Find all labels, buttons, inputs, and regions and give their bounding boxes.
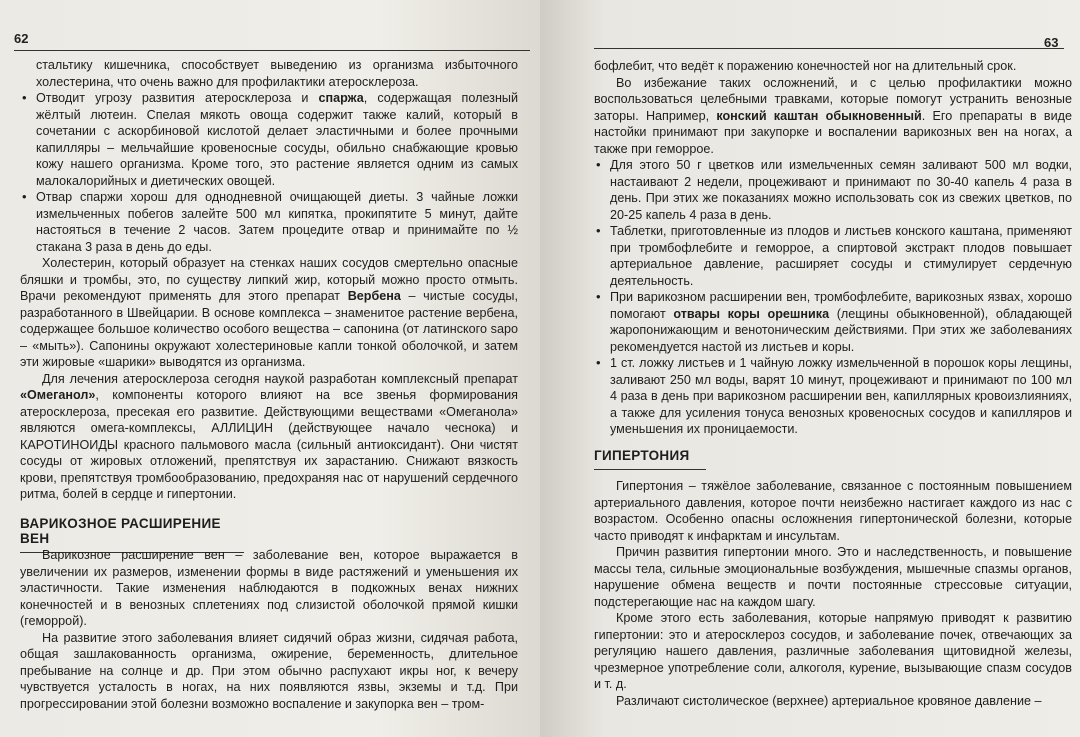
paragraph-hypertension-definition: Гипертония – тяжёлое заболевание, связанное с постоянным повышением артериального давления, которое почти неизбежно настигает каждого из нас с возрастом. Особенно опасны осложнения гипертонической болезни, которые часто приводят к инфарктам и инсультам. — [594, 479, 1072, 543]
continuation-paragraph: бофлебит, что ведёт к поражению конечностей ног на длительный срок. — [594, 59, 1017, 73]
page-number: 62 — [14, 31, 29, 46]
continuation-paragraph: стальтику кишечника, способствует выведению из организма избыточного холестерина, что очень важно для профилактики атеросклероза. — [36, 58, 518, 89]
left-lower-text — [20, 547, 518, 712]
paragraph-horse-chestnut: Во избежание таких осложнений, и с целью профилактики можно воспользоваться целебными травками, которые помогут устранить венозные заторы. Например, конский каштан обыкновенный. Его препараты в виде настойки принимают при закупорке и воспалении варикозных вен на ногах, а также при геморрое. — [594, 75, 1072, 156]
bullet-asparagus-decoction: • Отвар спаржи хорош для однодневной очищающей диеты. 3 чайные ложки измельченных побегов залейте 500 мл кипятка, прокипятите 5 минут, дайте настояться в течение 2 часов. Затем процедите отвар и принимайте по ½ стакана 3 раза в день до еды. — [20, 189, 518, 255]
term-hazel-bark: отвары коры орешника — [673, 306, 830, 321]
header-rule — [14, 50, 530, 51]
left-upper-text — [20, 57, 518, 503]
term-asparagus: спаржа — [318, 91, 364, 105]
paragraph-systolic: Различают систолическое (верхнее) артериальное кровяное давление – — [616, 693, 1042, 708]
paragraph-varicose-definition: Варикозное расширение вен – заболевание вен, которое выражается в увеличении их размеров, изменении формы в виде растяжений и уменьшения их эластичности. Такие изменения наблюдаются в подкожных венах нижних конечностей и в венозных сплетениях под слизистой оболочкой прямой кишки (геморрой). — [20, 548, 518, 628]
bullet-asparagus: • Отводит угрозу развития атеросклероза и спаржа, содержащая полезный жёлтый лютеин. Спелая мякоть овоща содержит также калий, который в сочетании с аскорбиновой кислотой делает эластичными и более прочными капилляры – мельчайшие кровеносные сосуды, обильно снабжающие кровью кожу нашего организма. Кроме того, это растение является одним из самых малокалорийных и диетических овощей. — [20, 90, 518, 189]
heading-text: ГИПЕРТОНИЯ — [594, 448, 690, 463]
paragraph-cholesterol: Холестерин, который образует на стенках наших сосудов смертельно опасные бляшки и тромбы, это, по существу липкий жир, который можно просто отмыть. Врачи рекомендуют применять для этого препарат Вербена – чистые сосуды, разработанного в Швейцарии. В основе комплекса – знаменитое растение вербена, содержащее большое количество особого вещества – сапонина (от латинского sapo – «мыть»). Сапонины окружают холестериновые капли тонкой оболочкой, и затем эти жировые «шарики» выводятся из организма. — [20, 256, 518, 369]
bullet-tincture: • Для этого 50 г цветков или измельченных семян заливают 500 мл водки, настаивают 2 недели, процеживают и принимают по 30-40 капель 4 раза в день. При этих же показаниях можно использовать сок из свежих цветков, по 20-25 капель 4 раза в день. — [594, 157, 1072, 223]
term-horse-chestnut: конский каштан обыкновенный — [716, 108, 922, 123]
paragraph-related-diseases: Кроме этого есть заболевания, которые напрямую приводят к развитию гипертонии: это и атеросклероз сосудов, и заболевание почек, отвечающих за регуляцию нашего давления, различные заболевания щитовидной железы, чрезмерное употребление соли, алкоголя, курение, вызывающие спазм сосудов и т. д. — [594, 611, 1072, 691]
paragraph-hypertension-causes: Причин развития гипертонии много. Это и наследственность, и повышение массы тела, сильные эмоциональные возбуждения, мышечные спазмы органов, нарушение обмена веществ и почти постоянные стрессовые ситуации, подстерегающие нас на каждом шагу. — [594, 545, 1072, 609]
paragraph-omeganol: Для лечения атеросклероза сегодня наукой разработан комплексный препарат «Омеганол», компоненты которого влияют на все звенья формирования атеросклероза, пресекая его развитие. Действующими веществами «Омеганола» являются омега-комплексы, АЛЛИЦИН (действующее начало чеснока) и КАРОТИНОИДЫ красного пальмового масла (сильный антиоксидант). Они чистят сосуды от жировых отложений, препятствуя их зарастанию. Снижают вязкость крови, препятствуя тромбообразованию, предохраняя нас от нарушений сердечного ритма, болей в сердце и гипертонии. — [20, 371, 518, 501]
term-verbena: Вербена — [347, 289, 401, 303]
page-number: 63 — [1044, 35, 1059, 50]
heading-underline — [594, 469, 706, 470]
paragraph-varicose-causes: На развитие этого заболевания влияет сидячий образ жизни, сидячая работа, общая зашлакованность организма, ожирение, беременность, длительное пребывание на солнце и др. При этом обычно распухают икры ног, к вечеру чувствуется усталость в ногах, на них появляются язвы, экземы и т.д. При прогрессировании этой болезни возможно воспаление и закупорка вен – тром- — [20, 630, 518, 711]
right-page — [540, 0, 1080, 737]
header-rule — [594, 48, 1064, 49]
bullet-tablets: • Таблетки, приготовленные из плодов и листьев конского каштана, применяют при тромбофлебите и геморрое, а спиртовой экстракт плодов повышает артериальное давление, расширяет сосуды и стимулирует сердечную деятельность. — [594, 223, 1072, 289]
right-lower-text — [594, 478, 1072, 709]
right-upper-text — [594, 58, 1072, 438]
bullet-hazel-bark: • При варикозном расширении вен, тромбофлебите, варикозных язвах, хорошо помогают отвары коры орешника (лещины обыкновенной), обладающей жаропонижающим и венотоническим действиями. При этих же заболеваниях рекомендуется настой из листьев и коры. — [594, 289, 1072, 355]
term-omeganol: «Омеганол» — [20, 388, 96, 402]
bullet-hazel-recipe: • 1 ст. ложку листьев и 1 чайную ложку измельченной в порошок коры лещины, заливают 250 мл воды, варят 10 минут, процеживают и принимают по 100 мл 4 раза в день при варикозном расширении вен, капиллярных кровоизлияниях, а также для усиления тонуса венозных кровеносных сосудов и капилляров и уменьшения их проницаемости. — [594, 355, 1072, 438]
section-heading-hypertension — [594, 448, 706, 470]
heading-text: ВАРИКОЗНОЕ РАСШИРЕНИЕ ВЕН — [20, 516, 221, 546]
